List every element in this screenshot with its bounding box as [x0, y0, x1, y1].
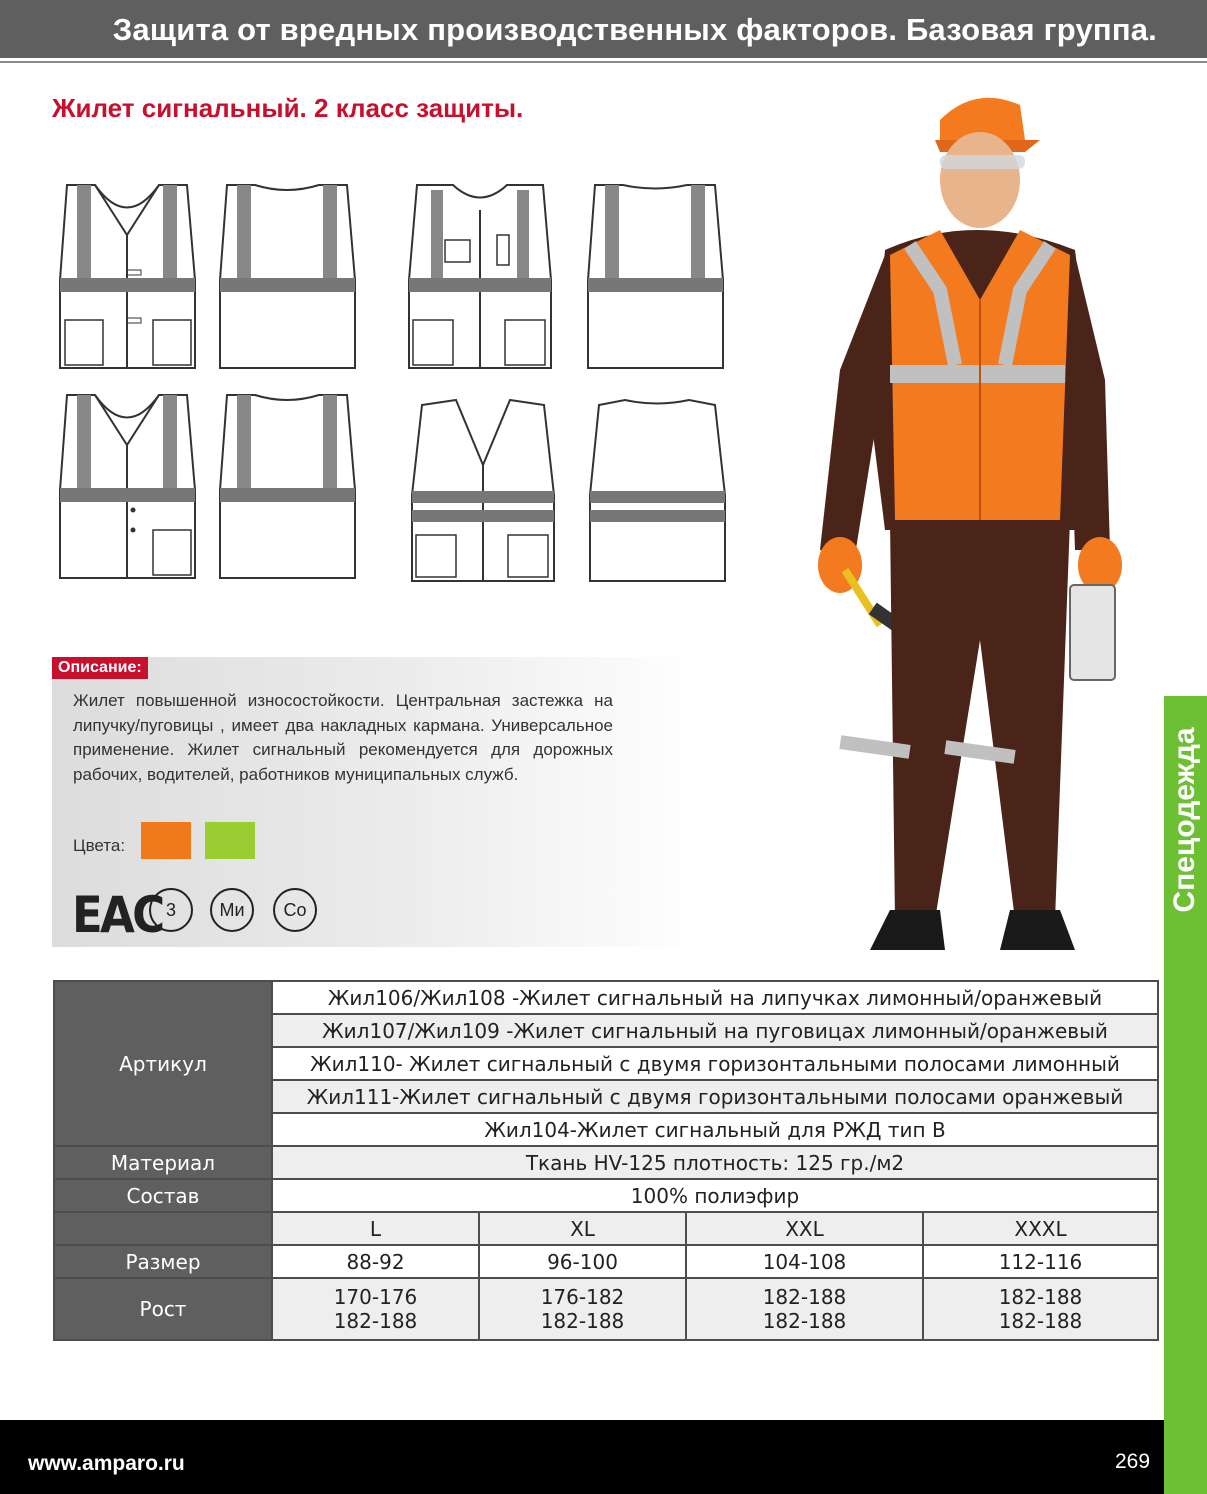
composition-value: 100% полиэфир — [272, 1179, 1158, 1212]
worker-in-signal-vest-image — [775, 80, 1165, 975]
article-row: Жил106/Жил108 -Жилет сигнальный на липучках лимонный/оранжевый — [272, 981, 1158, 1014]
height-value: 170-176 — [333, 1285, 418, 1309]
height-label: Рост — [54, 1278, 272, 1340]
size-name: L — [272, 1212, 479, 1245]
height-cell — [479, 1278, 686, 1340]
section-side-label: Спецодежда — [1168, 727, 1201, 913]
color-swatch-orange — [141, 822, 191, 859]
height-value: 182-188 — [540, 1309, 625, 1333]
protection-class-3-icon: 3 — [149, 888, 193, 932]
vest-sketch-rzd-back — [583, 180, 728, 370]
product-title: Жилет сигнальный. 2 класс защиты. — [52, 93, 524, 123]
colors-label: Цвета: — [73, 836, 126, 855]
vest-sketch-buttons-front — [55, 390, 200, 580]
page-number: 269 — [1115, 1450, 1151, 1473]
size-label: Размер — [54, 1245, 272, 1278]
header-divider — [0, 61, 1207, 63]
color-swatch-lime — [205, 822, 255, 859]
page-header-title: Защита от вредных производственных факторов. Базовая группа. — [112, 12, 1157, 47]
material-value: Ткань HV-125 плотность: 125 гр./м2 — [272, 1146, 1158, 1179]
height-value: 182-188 — [998, 1285, 1083, 1309]
vest-sketch-two-stripes-front — [408, 395, 558, 585]
height-value: 182-188 — [762, 1285, 847, 1309]
size-name: XL — [479, 1212, 686, 1245]
vest-sketch-rzd-front — [405, 180, 555, 370]
size-range: 96-100 — [479, 1245, 686, 1278]
size-range: 104-108 — [686, 1245, 923, 1278]
article-row: Жил110- Жилет сигнальный с двумя горизонтальными полосами лимонный — [272, 1047, 1158, 1080]
height-value: 182-188 — [998, 1309, 1083, 1333]
vest-sketch-velcro-back — [215, 180, 360, 370]
height-cell — [272, 1278, 479, 1340]
height-value: 182-188 — [762, 1309, 847, 1333]
height-value: 182-188 — [333, 1309, 418, 1333]
size-name: XXXL — [923, 1212, 1158, 1245]
eac-mark: ЕАС — [72, 886, 163, 944]
article-row: Жил111-Жилет сигнальный с двумя горизонтальными полосами оранжевый — [272, 1080, 1158, 1113]
description-label: Описание: — [52, 657, 148, 679]
size-range: 112-116 — [923, 1245, 1158, 1278]
size-name: XXL — [686, 1212, 923, 1245]
vest-sketch-velcro-front — [55, 180, 200, 370]
website-url: www.amparo.ru — [28, 1452, 185, 1475]
mi-protection-icon: Ми — [210, 888, 254, 932]
article-label: Артикул — [54, 981, 272, 1146]
co-protection-icon: Со — [273, 888, 317, 932]
specification-table — [53, 980, 1159, 1341]
vest-sketch-two-stripes-back — [585, 395, 730, 585]
vest-sketch-buttons-back — [215, 390, 360, 580]
description-text: Жилет повышенной износостойкости. Центральная застежка на липучку/пуговицы , имеет два накладных кармана. Универсальное применение. Жилет сигнальный рекомендуется для дорожных рабочих, водителей, работников муниципальных служб. — [73, 691, 613, 784]
height-value: 176-182 — [540, 1285, 625, 1309]
size-range: 88-92 — [272, 1245, 479, 1278]
article-row: Жил104-Жилет сигнальный для РЖД тип В — [272, 1113, 1158, 1146]
article-row: Жил107/Жил109 -Жилет сигнальный на пуговицах лимонный/оранжевый — [272, 1014, 1158, 1047]
material-label: Материал — [54, 1146, 272, 1179]
height-cell — [923, 1278, 1158, 1340]
height-cell — [686, 1278, 923, 1340]
composition-label: Состав — [54, 1179, 272, 1212]
size-header-blank — [54, 1212, 272, 1245]
